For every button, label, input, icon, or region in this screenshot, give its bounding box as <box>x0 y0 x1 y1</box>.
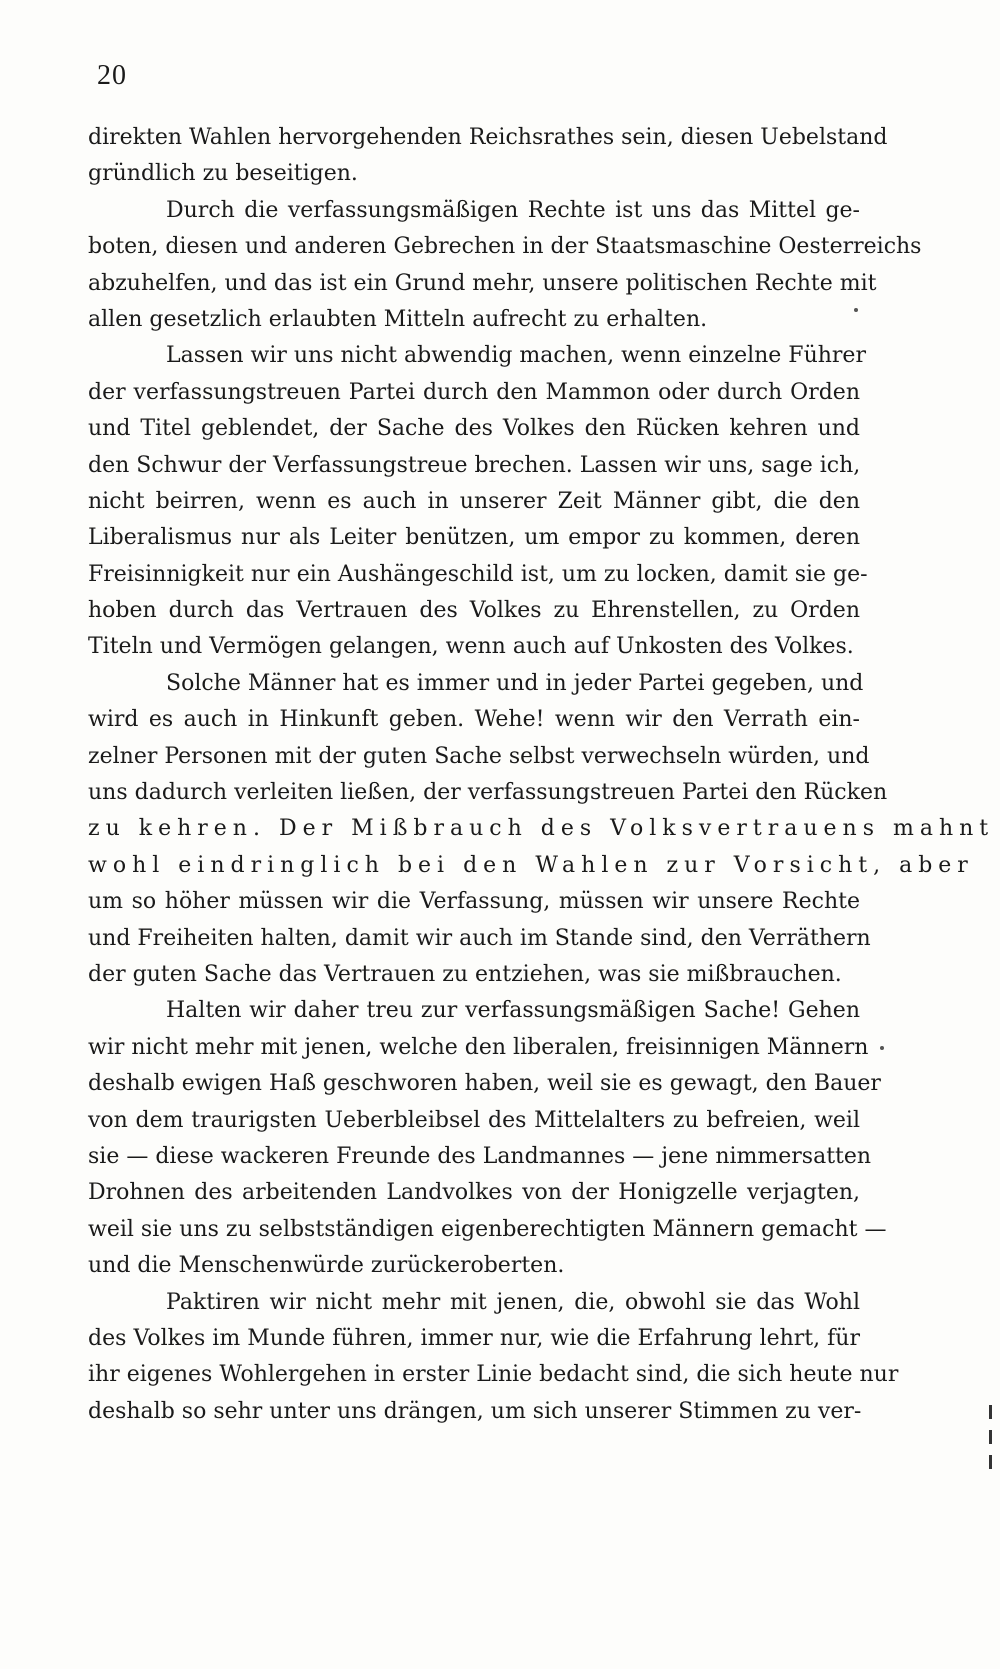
text-line: hoben durch das Vertrauen des Volkes zu Ehrenstellen, zu Orden <box>88 598 860 624</box>
text-line: abzuhelfen, und das ist ein Grund mehr, unsere politischen Rechte mit <box>88 270 877 296</box>
text-line: den Schwur der Verfassungstreue brechen. Lassen wir uns, sage ich, <box>88 452 861 478</box>
text-line: Titeln und Vermögen gelangen, wenn auch auf Unkosten des Volkes. <box>88 634 854 660</box>
text-line: zu kehren. Der Mißbrauch des Volksvertrauens mahnt <box>88 816 995 842</box>
text-line: Solche Männer hat es immer und in jeder Partei gegeben, und <box>166 670 864 696</box>
page-number: 20 <box>97 60 127 91</box>
text-line: wir nicht mehr mit jenen, welche den liberalen, freisinnigen Männern <box>88 1034 869 1060</box>
text-line: von dem traurigsten Ueberbleibsel des Mittelalters zu befreien, weil <box>88 1107 860 1133</box>
text-line: direkten Wahlen hervorgehenden Reichsrathes sein, diesen Uebelstand <box>88 125 888 150</box>
margin-speck <box>880 1046 884 1050</box>
text-line: Drohnen des arbeitenden Landvolkes von der Honigzelle verjagten, <box>88 1180 860 1206</box>
text-line: boten, diesen und anderen Gebrechen in der Staatsmaschine Oesterreichs <box>88 234 922 260</box>
text-line: zelner Personen mit der guten Sache selbst verwechseln würden, und <box>88 743 870 769</box>
text-line: und Freiheiten halten, damit wir auch im Stande sind, den Verräthern <box>88 925 871 951</box>
body-text <box>88 120 995 1430</box>
text-line: wohl eindringlich bei den Wahlen zur Vorsicht, aber <box>88 852 974 878</box>
page-edge-mark <box>989 1455 992 1469</box>
text-line: Durch die verfassungsmäßigen Rechte ist uns das Mittel ge- <box>166 197 860 223</box>
text-line: Halten wir daher treu zur verfassungsmäßigen Sache! Gehen <box>166 998 860 1024</box>
text-line: wird es auch in Hinkunft geben. Wehe! wenn wir den Verrath ein- <box>88 707 860 733</box>
margin-speck <box>854 308 858 312</box>
text-line: und die Menschenwürde zurückeroberten. <box>88 1253 565 1279</box>
text-line: deshalb ewigen Haß geschworen haben, weil sie es gewagt, den Bauer <box>88 1071 881 1097</box>
text-line: ihr eigenes Wohlergehen in erster Linie bedacht sind, die sich heute nur <box>88 1362 899 1388</box>
text-line: allen gesetzlich erlaubten Mitteln aufrecht zu erhalten. <box>88 306 708 332</box>
text-line: der guten Sache das Vertrauen zu entziehen, was sie mißbrauchen. <box>88 961 842 987</box>
page-edge-mark <box>989 1430 992 1444</box>
text-line: Liberalismus nur als Leiter benützen, um empor zu kommen, deren <box>88 525 860 551</box>
text-line: Lassen wir uns nicht abwendig machen, wenn einzelne Führer <box>166 343 866 369</box>
text-line: deshalb so sehr unter uns drängen, um sich unserer Stimmen zu ver- <box>88 1398 862 1424</box>
text-line: Freisinnigkeit nur ein Aushängeschild ist, um zu locken, damit sie ge- <box>88 561 868 587</box>
text-line: nicht beirren, wenn es auch in unserer Zeit Männer gibt, die den <box>88 488 860 514</box>
text-line: sie — diese wackeren Freunde des Landmannes — jene nimmersatten <box>88 1143 872 1169</box>
text-line: gründlich zu beseitigen. <box>88 161 358 187</box>
text-line: uns dadurch verleiten ließen, der verfassungstreuen Partei den Rücken <box>88 780 888 806</box>
text-line: um so höher müssen wir die Verfassung, müssen wir unsere Rechte <box>88 889 860 915</box>
text-line: und Titel geblendet, der Sache des Volkes den Rücken kehren und <box>88 416 860 442</box>
text-line: des Volkes im Munde führen, immer nur, wie die Erfahrung lehrt, für <box>88 1325 860 1351</box>
text-line: Paktiren wir nicht mehr mit jenen, die, obwohl sie das Wohl <box>166 1289 860 1315</box>
text-line: der verfassungstreuen Partei durch den Mammon oder durch Orden <box>88 379 860 405</box>
text-line: weil sie uns zu selbstständigen eigenberechtigten Männern gemacht — <box>88 1216 887 1242</box>
page-edge-mark <box>989 1405 992 1419</box>
